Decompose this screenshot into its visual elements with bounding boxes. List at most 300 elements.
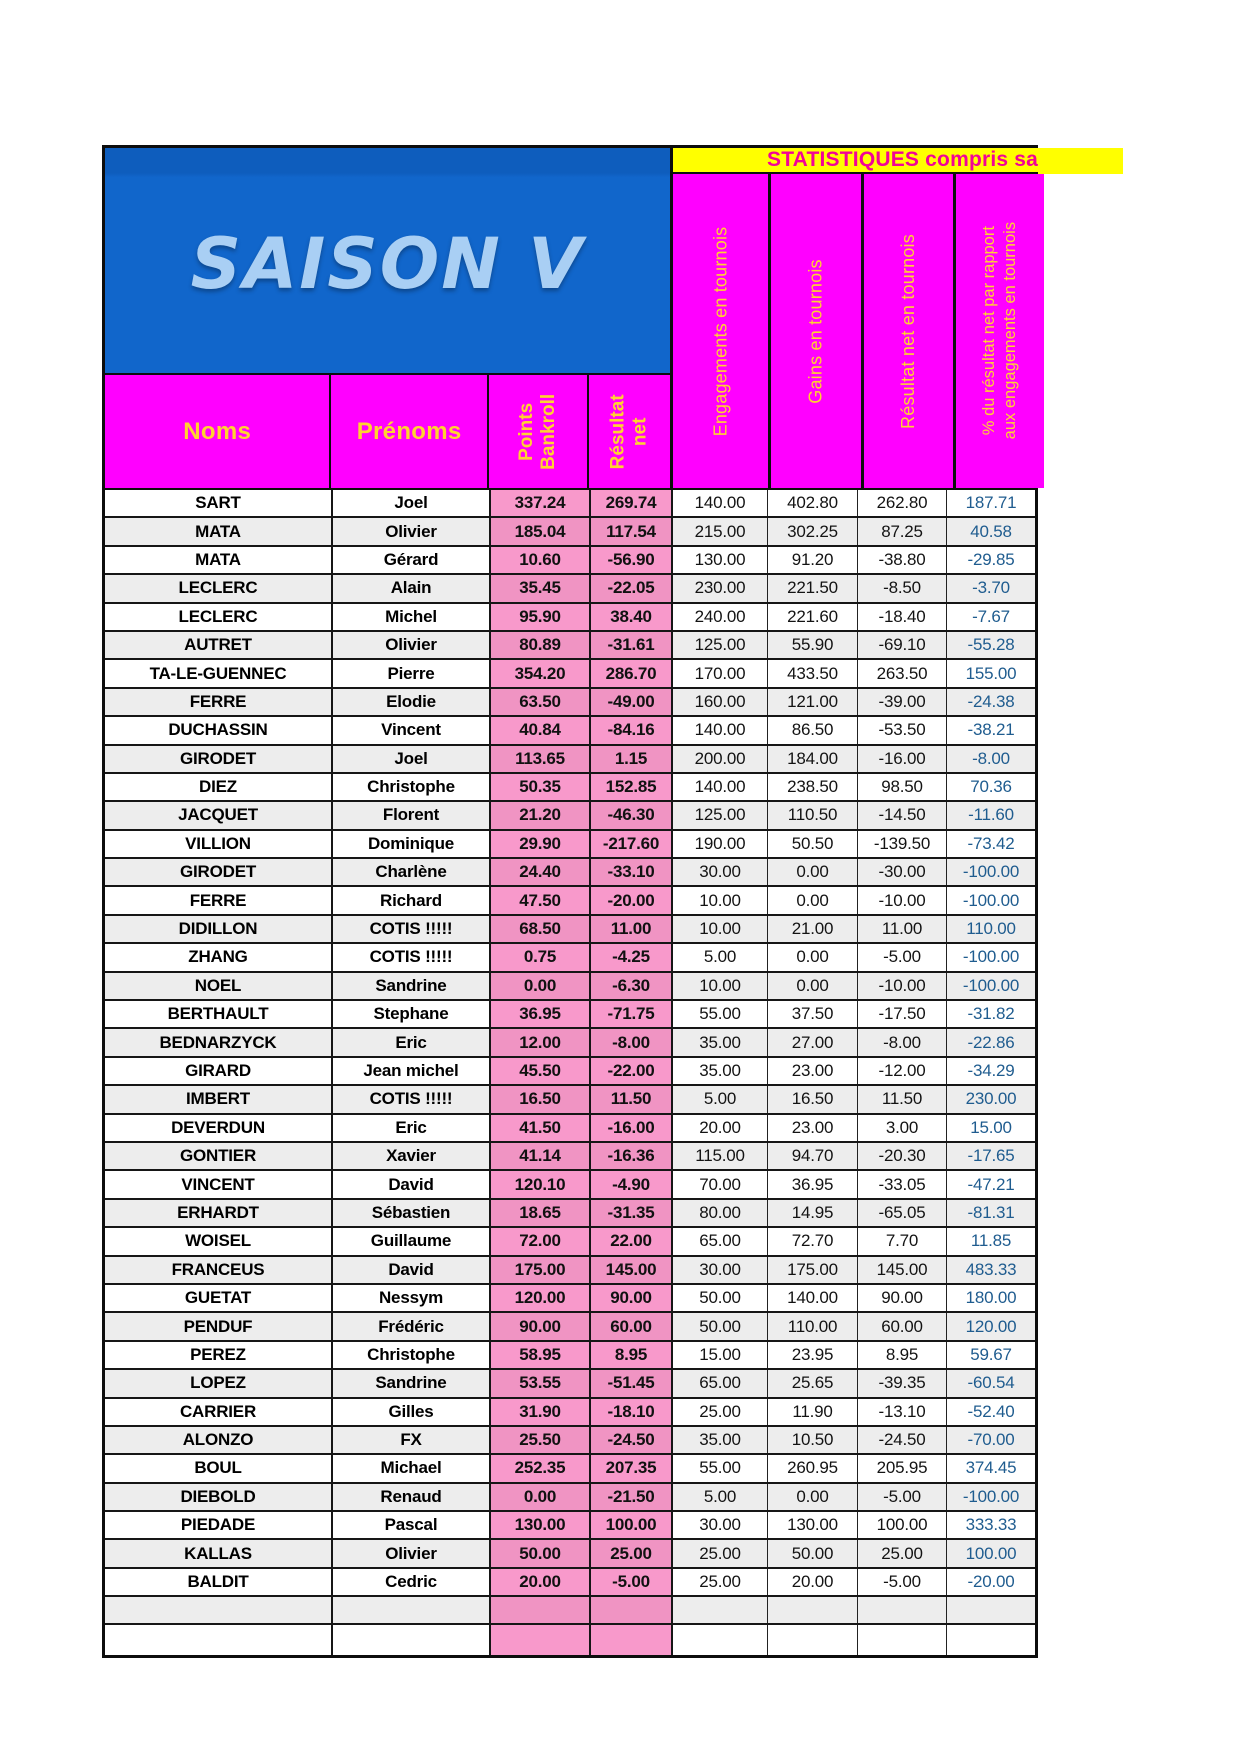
table-row	[105, 1115, 1035, 1143]
table-row	[105, 604, 1035, 632]
prenom-cell: Cedric	[333, 1569, 491, 1595]
stats-banner-extension	[1038, 148, 1123, 174]
pct-cell: -17.65	[967, 1146, 1015, 1166]
gains-cell: 0.00	[768, 1484, 858, 1510]
resultat-net-cell: 22.00	[591, 1228, 673, 1254]
gains-cell: 110.00	[768, 1313, 858, 1339]
nom-cell: LOPEZ	[105, 1370, 333, 1396]
resultat-tournois-cell: -139.50	[858, 831, 947, 857]
table-row	[105, 717, 1035, 745]
prenom-cell: Renaud	[333, 1484, 491, 1510]
resultat-net-cell: 207.35	[591, 1455, 673, 1481]
resultat-net-cell: -217.60	[591, 831, 673, 857]
pct-cell: -20.00	[967, 1572, 1015, 1592]
empty-table-row	[105, 1625, 1035, 1655]
table-row	[105, 774, 1035, 802]
pct-cell: -73.42	[967, 833, 1015, 853]
header-prenoms	[331, 375, 489, 488]
resultat-net-cell: -22.00	[591, 1058, 673, 1084]
engagements-cell: 5.00	[673, 1086, 768, 1112]
points-bankroll-cell: 90.00	[491, 1313, 591, 1339]
header-prenoms-label: Prénoms	[356, 417, 462, 445]
resultat-net-cell: 11.50	[591, 1086, 673, 1112]
nom-cell: PENDUF	[105, 1313, 333, 1339]
engagements-cell: 35.00	[673, 1427, 768, 1453]
resultat-tournois-cell: 87.25	[858, 518, 947, 544]
engagements-cell: 55.00	[673, 1001, 768, 1027]
gains-cell: 50.00	[768, 1540, 858, 1566]
resultat-tournois-cell: 262.80	[858, 490, 947, 516]
resultat-net-cell: -16.36	[591, 1143, 673, 1169]
engagements-cell: 80.00	[673, 1200, 768, 1226]
points-bankroll-cell: 68.50	[491, 916, 591, 942]
header-points-bankroll	[489, 375, 589, 488]
pct-cell: -7.67	[972, 606, 1010, 626]
table-row	[105, 547, 1035, 575]
engagements-cell: 25.00	[673, 1399, 768, 1425]
pct-cell: -29.85	[967, 549, 1015, 569]
resultat-tournois-cell: 11.50	[858, 1086, 947, 1112]
table-row	[105, 1228, 1035, 1256]
resultat-tournois-cell: -39.00	[858, 689, 947, 715]
gains-cell	[768, 1597, 858, 1623]
gains-cell: 140.00	[768, 1285, 858, 1311]
prenom-cell: FX	[333, 1427, 491, 1453]
nom-cell: SART	[105, 490, 333, 516]
gains-cell: 238.50	[768, 774, 858, 800]
gains-cell: 0.00	[768, 973, 858, 999]
engagements-cell: 10.00	[673, 973, 768, 999]
resultat-net-cell	[591, 1625, 673, 1655]
engagements-cell: 20.00	[673, 1115, 768, 1141]
table-row	[105, 1427, 1035, 1455]
resultat-net-cell	[591, 1597, 673, 1623]
table-row	[105, 944, 1035, 972]
prenom-cell: Michael	[333, 1455, 491, 1481]
table-row	[105, 1285, 1035, 1313]
gains-cell: 36.95	[768, 1171, 858, 1197]
table-row	[105, 1257, 1035, 1285]
resultat-net-cell: 117.54	[591, 518, 673, 544]
prenom-cell: David	[333, 1257, 491, 1283]
nom-cell: BALDIT	[105, 1569, 333, 1595]
table-row	[105, 1484, 1035, 1512]
resultat-tournois-cell: -16.00	[858, 746, 947, 772]
pct-cell: 187.71	[965, 493, 1017, 513]
gains-cell: 37.50	[768, 1001, 858, 1027]
nom-cell: LECLERC	[105, 604, 333, 630]
resultat-net-cell: 269.74	[591, 490, 673, 516]
points-bankroll-cell: 175.00	[491, 1257, 591, 1283]
pct-cell: -8.00	[972, 748, 1010, 768]
table-row	[105, 1086, 1035, 1114]
resultat-net-cell: -56.90	[591, 547, 673, 573]
pct-cell: 333.33	[965, 1515, 1017, 1535]
prenom-cell: Dominique	[333, 831, 491, 857]
engagements-cell: 65.00	[673, 1228, 768, 1254]
points-bankroll-cell: 20.00	[491, 1569, 591, 1595]
prenom-cell: Joel	[333, 490, 491, 516]
engagements-cell: 55.00	[673, 1455, 768, 1481]
prenom-cell: Jean michel	[333, 1058, 491, 1084]
gains-cell: 14.95	[768, 1200, 858, 1226]
prenom-cell: Elodie	[333, 689, 491, 715]
season-title-box	[102, 145, 673, 375]
resultat-net-cell: -6.30	[591, 973, 673, 999]
resultat-tournois-cell: -10.00	[858, 973, 947, 999]
nom-cell	[105, 1625, 333, 1655]
prenom-cell: Olivier	[333, 518, 491, 544]
nom-cell: JACQUET	[105, 802, 333, 828]
points-bankroll-cell: 25.50	[491, 1427, 591, 1453]
resultat-tournois-cell: -53.50	[858, 717, 947, 743]
points-bankroll-cell: 113.65	[491, 746, 591, 772]
nom-cell: GUETAT	[105, 1285, 333, 1311]
table-row	[105, 632, 1035, 660]
engagements-cell: 50.00	[673, 1313, 768, 1339]
resultat-net-cell: 11.00	[591, 916, 673, 942]
pct-cell: 155.00	[965, 663, 1017, 683]
prenom-cell: Gilles	[333, 1399, 491, 1425]
stats-banner-label: STATISTIQUES compris sa	[767, 148, 1039, 171]
nom-cell: DEVERDUN	[105, 1115, 333, 1141]
nom-cell: FRANCEUS	[105, 1257, 333, 1283]
points-bankroll-cell: 80.89	[491, 632, 591, 658]
points-bankroll-cell: 18.65	[491, 1200, 591, 1226]
gains-cell: 10.50	[768, 1427, 858, 1453]
header-gains	[771, 174, 864, 488]
gains-cell: 50.50	[768, 831, 858, 857]
resultat-tournois-cell: 11.00	[858, 916, 947, 942]
resultat-tournois-cell: -14.50	[858, 802, 947, 828]
nom-cell: TA-LE-GUENNEC	[105, 660, 333, 686]
engagements-cell: 30.00	[673, 1257, 768, 1283]
pct-cell: -38.21	[967, 720, 1015, 740]
resultat-tournois-cell: 100.00	[858, 1512, 947, 1538]
resultat-tournois-cell: -65.05	[858, 1200, 947, 1226]
table-row	[105, 831, 1035, 859]
points-bankroll-cell: 41.14	[491, 1143, 591, 1169]
resultat-tournois-cell: -69.10	[858, 632, 947, 658]
resultat-net-cell: -8.00	[591, 1029, 673, 1055]
points-bankroll-cell: 72.00	[491, 1228, 591, 1254]
pct-cell: 120.00	[965, 1316, 1017, 1336]
resultat-tournois-cell: 7.70	[858, 1228, 947, 1254]
empty-table-row	[105, 1597, 1035, 1625]
nom-cell: DIEBOLD	[105, 1484, 333, 1510]
header-resultat-net	[589, 375, 673, 488]
points-bankroll-cell: 35.45	[491, 575, 591, 601]
table-row	[105, 1399, 1035, 1427]
points-bankroll-cell: 16.50	[491, 1086, 591, 1112]
points-bankroll-cell: 120.00	[491, 1285, 591, 1311]
header-pct-resultat-label: % du résultat net par rapport aux engagements en tournois	[980, 222, 1019, 440]
points-bankroll-cell: 40.84	[491, 717, 591, 743]
header-pct-resultat	[956, 174, 1044, 488]
resultat-tournois-cell: -33.05	[858, 1171, 947, 1197]
nom-cell: GONTIER	[105, 1143, 333, 1169]
resultat-tournois-cell: 25.00	[858, 1540, 947, 1566]
table-row	[105, 1569, 1035, 1597]
points-bankroll-cell: 130.00	[491, 1512, 591, 1538]
engagements-cell: 70.00	[673, 1171, 768, 1197]
pct-cell	[947, 1625, 1035, 1655]
points-bankroll-cell: 24.40	[491, 859, 591, 885]
table-row	[105, 1540, 1035, 1568]
nom-cell: MATA	[105, 518, 333, 544]
gains-cell: 23.00	[768, 1058, 858, 1084]
nom-cell	[105, 1597, 333, 1623]
header-gains-label: Gains en tournois	[805, 258, 826, 404]
gains-cell: 0.00	[768, 859, 858, 885]
nom-cell: DIDILLON	[105, 916, 333, 942]
points-bankroll-cell: 29.90	[491, 831, 591, 857]
nom-cell: ALONZO	[105, 1427, 333, 1453]
prenom-cell: Olivier	[333, 1540, 491, 1566]
resultat-net-cell: -24.50	[591, 1427, 673, 1453]
points-bankroll-cell: 50.35	[491, 774, 591, 800]
prenom-cell: Olivier	[333, 632, 491, 658]
prenom-cell: Nessym	[333, 1285, 491, 1311]
gains-cell: 21.00	[768, 916, 858, 942]
pct-cell: -34.29	[967, 1061, 1015, 1080]
pct-cell: 40.58	[970, 521, 1012, 541]
table-row	[105, 518, 1035, 546]
gains-cell: 72.70	[768, 1228, 858, 1254]
table-row	[105, 859, 1035, 887]
gains-cell	[768, 1625, 858, 1655]
resultat-net-cell: 25.00	[591, 1540, 673, 1566]
resultat-tournois-cell: -38.80	[858, 547, 947, 573]
resultat-tournois-cell: 98.50	[858, 774, 947, 800]
engagements-cell: 160.00	[673, 689, 768, 715]
engagements-cell: 215.00	[673, 518, 768, 544]
header-resultat-net-tournois-label: Résultat net en tournois	[898, 233, 919, 429]
nom-cell: PEREZ	[105, 1342, 333, 1368]
resultat-tournois-cell	[858, 1597, 947, 1623]
resultat-net-cell: -4.25	[591, 944, 673, 970]
pct-cell: -100.00	[962, 975, 1020, 995]
resultat-net-cell: -33.10	[591, 859, 673, 885]
gains-cell: 302.25	[768, 518, 858, 544]
engagements-cell: 15.00	[673, 1342, 768, 1368]
gains-cell: 433.50	[768, 660, 858, 686]
engagements-cell: 30.00	[673, 1512, 768, 1538]
points-bankroll-cell: 0.75	[491, 944, 591, 970]
gains-cell: 23.95	[768, 1342, 858, 1368]
engagements-cell: 125.00	[673, 802, 768, 828]
prenom-cell: Sébastien	[333, 1200, 491, 1226]
points-bankroll-cell: 53.55	[491, 1370, 591, 1396]
engagements-cell: 35.00	[673, 1058, 768, 1084]
pct-cell: -11.60	[968, 805, 1014, 825]
nom-cell: LECLERC	[105, 575, 333, 601]
nom-cell: GIRODET	[105, 746, 333, 772]
prenom-cell: Eric	[333, 1029, 491, 1055]
prenom-cell: Frédéric	[333, 1313, 491, 1339]
header-points-bankroll-label: Points Bankroll	[516, 393, 560, 470]
resultat-net-cell: 145.00	[591, 1257, 673, 1283]
pct-cell: -100.00	[962, 1486, 1020, 1506]
nom-cell: DUCHASSIN	[105, 717, 333, 743]
nom-cell: DIEZ	[105, 774, 333, 800]
gains-cell: 130.00	[768, 1512, 858, 1538]
gains-cell: 11.90	[768, 1399, 858, 1425]
table-row	[105, 1029, 1035, 1057]
points-bankroll-cell: 252.35	[491, 1455, 591, 1481]
resultat-tournois-cell: 3.00	[858, 1115, 947, 1141]
pct-cell: -55.28	[967, 635, 1015, 655]
nom-cell: BEDNARZYCK	[105, 1029, 333, 1055]
resultat-tournois-cell: 8.95	[858, 1342, 947, 1368]
resultat-tournois-cell: -20.30	[858, 1143, 947, 1169]
points-bankroll-cell: 31.90	[491, 1399, 591, 1425]
season-title: SAISON V	[190, 222, 585, 305]
table-header-row	[102, 375, 673, 490]
pct-cell: -100.00	[962, 862, 1020, 882]
engagements-cell: 240.00	[673, 604, 768, 630]
resultat-net-cell: -49.00	[591, 689, 673, 715]
pct-cell: 70.36	[970, 777, 1012, 797]
resultat-tournois-cell: 60.00	[858, 1313, 947, 1339]
nom-cell: ZHANG	[105, 944, 333, 970]
data-grid	[102, 490, 1038, 1658]
resultat-net-cell: 100.00	[591, 1512, 673, 1538]
table-row	[105, 1058, 1035, 1086]
resultat-net-cell: -46.30	[591, 802, 673, 828]
engagements-cell: 140.00	[673, 774, 768, 800]
resultat-net-cell: 38.40	[591, 604, 673, 630]
table-row	[105, 1001, 1035, 1029]
table-row	[105, 802, 1035, 830]
pct-cell: -22.86	[967, 1032, 1015, 1052]
resultat-tournois-cell: -5.00	[858, 944, 947, 970]
gains-cell: 121.00	[768, 689, 858, 715]
resultat-tournois-cell: -12.00	[858, 1058, 947, 1084]
points-bankroll-cell: 41.50	[491, 1115, 591, 1141]
prenom-cell: COTIS !!!!!	[333, 1086, 491, 1112]
engagements-cell: 170.00	[673, 660, 768, 686]
nom-cell: NOEL	[105, 973, 333, 999]
gains-cell: 25.65	[768, 1370, 858, 1396]
points-bankroll-cell: 21.20	[491, 802, 591, 828]
pct-cell: 374.45	[965, 1458, 1017, 1478]
resultat-tournois-cell: -5.00	[858, 1569, 947, 1595]
engagements-cell: 130.00	[673, 547, 768, 573]
pct-cell: -24.38	[967, 691, 1015, 711]
table-row	[105, 1512, 1035, 1540]
gains-cell: 402.80	[768, 490, 858, 516]
nom-cell: WOISEL	[105, 1228, 333, 1254]
prenom-cell: Sandrine	[333, 1370, 491, 1396]
resultat-tournois-cell: -8.00	[858, 1029, 947, 1055]
gains-cell: 221.60	[768, 604, 858, 630]
resultat-net-cell: -31.61	[591, 632, 673, 658]
prenom-cell: COTIS !!!!!	[333, 944, 491, 970]
pct-cell: 230.00	[965, 1089, 1017, 1109]
header-engagements-label: Engagements en tournois	[710, 226, 730, 436]
engagements-cell: 5.00	[673, 944, 768, 970]
header-noms	[105, 375, 331, 488]
pct-cell: -3.70	[972, 578, 1010, 598]
table-row	[105, 1370, 1035, 1398]
resultat-net-cell: -22.05	[591, 575, 673, 601]
resultat-tournois-cell: -17.50	[858, 1001, 947, 1027]
engagements-cell: 50.00	[673, 1285, 768, 1311]
table-row	[105, 1313, 1035, 1341]
resultat-net-cell: -71.75	[591, 1001, 673, 1027]
prenom-cell: Stephane	[333, 1001, 491, 1027]
prenom-cell: Gérard	[333, 547, 491, 573]
resultat-tournois-cell: 145.00	[858, 1257, 947, 1283]
prenom-cell: Pierre	[333, 660, 491, 686]
prenom-cell: Xavier	[333, 1143, 491, 1169]
gains-cell: 91.20	[768, 547, 858, 573]
engagements-cell: 125.00	[673, 632, 768, 658]
points-bankroll-cell: 0.00	[491, 973, 591, 999]
resultat-net-cell: 286.70	[591, 660, 673, 686]
table-row	[105, 746, 1035, 774]
pct-cell: -100.00	[962, 947, 1020, 967]
prenom-cell: Charlène	[333, 859, 491, 885]
nom-cell: VINCENT	[105, 1171, 333, 1197]
engagements-cell	[673, 1625, 768, 1655]
table-row	[105, 490, 1035, 518]
points-bankroll-cell: 47.50	[491, 887, 591, 913]
resultat-net-cell: 1.15	[591, 746, 673, 772]
engagements-cell: 10.00	[673, 887, 768, 913]
pct-cell: -31.82	[967, 1004, 1015, 1024]
resultat-net-cell: -16.00	[591, 1115, 673, 1141]
points-bankroll-cell: 120.10	[491, 1171, 591, 1197]
table-row	[105, 1342, 1035, 1370]
nom-cell: IMBERT	[105, 1086, 333, 1112]
prenom-cell	[333, 1597, 491, 1623]
resultat-tournois-cell: 263.50	[858, 660, 947, 686]
engagements-cell: 35.00	[673, 1029, 768, 1055]
prenom-cell: COTIS !!!!!	[333, 916, 491, 942]
resultat-net-cell: -20.00	[591, 887, 673, 913]
header-engagements	[673, 174, 771, 488]
nom-cell: VILLION	[105, 831, 333, 857]
table-row	[105, 1200, 1035, 1228]
resultat-tournois-cell	[858, 1625, 947, 1655]
resultat-tournois-cell: -18.40	[858, 604, 947, 630]
resultat-net-cell: -4.90	[591, 1171, 673, 1197]
resultat-tournois-cell: -39.35	[858, 1370, 947, 1396]
nom-cell: GIRARD	[105, 1058, 333, 1084]
resultat-net-cell: -18.10	[591, 1399, 673, 1425]
resultat-tournois-cell: -13.10	[858, 1399, 947, 1425]
pct-cell: -47.21	[967, 1174, 1015, 1194]
points-bankroll-cell: 185.04	[491, 518, 591, 544]
header-noms-label: Noms	[183, 417, 252, 445]
prenom-cell: Guillaume	[333, 1228, 491, 1254]
resultat-net-cell: 60.00	[591, 1313, 673, 1339]
pct-cell: 59.67	[970, 1344, 1012, 1364]
gains-cell: 20.00	[768, 1569, 858, 1595]
points-bankroll-cell: 50.00	[491, 1540, 591, 1566]
pct-cell: 110.00	[966, 919, 1016, 939]
pct-cell: 180.00	[965, 1288, 1017, 1308]
pct-cell: -100.00	[962, 890, 1020, 910]
points-bankroll-cell: 12.00	[491, 1029, 591, 1055]
points-bankroll-cell: 95.90	[491, 604, 591, 630]
points-bankroll-cell: 63.50	[491, 689, 591, 715]
engagements-cell: 200.00	[673, 746, 768, 772]
nom-cell: BOUL	[105, 1455, 333, 1481]
nom-cell: ERHARDT	[105, 1200, 333, 1226]
